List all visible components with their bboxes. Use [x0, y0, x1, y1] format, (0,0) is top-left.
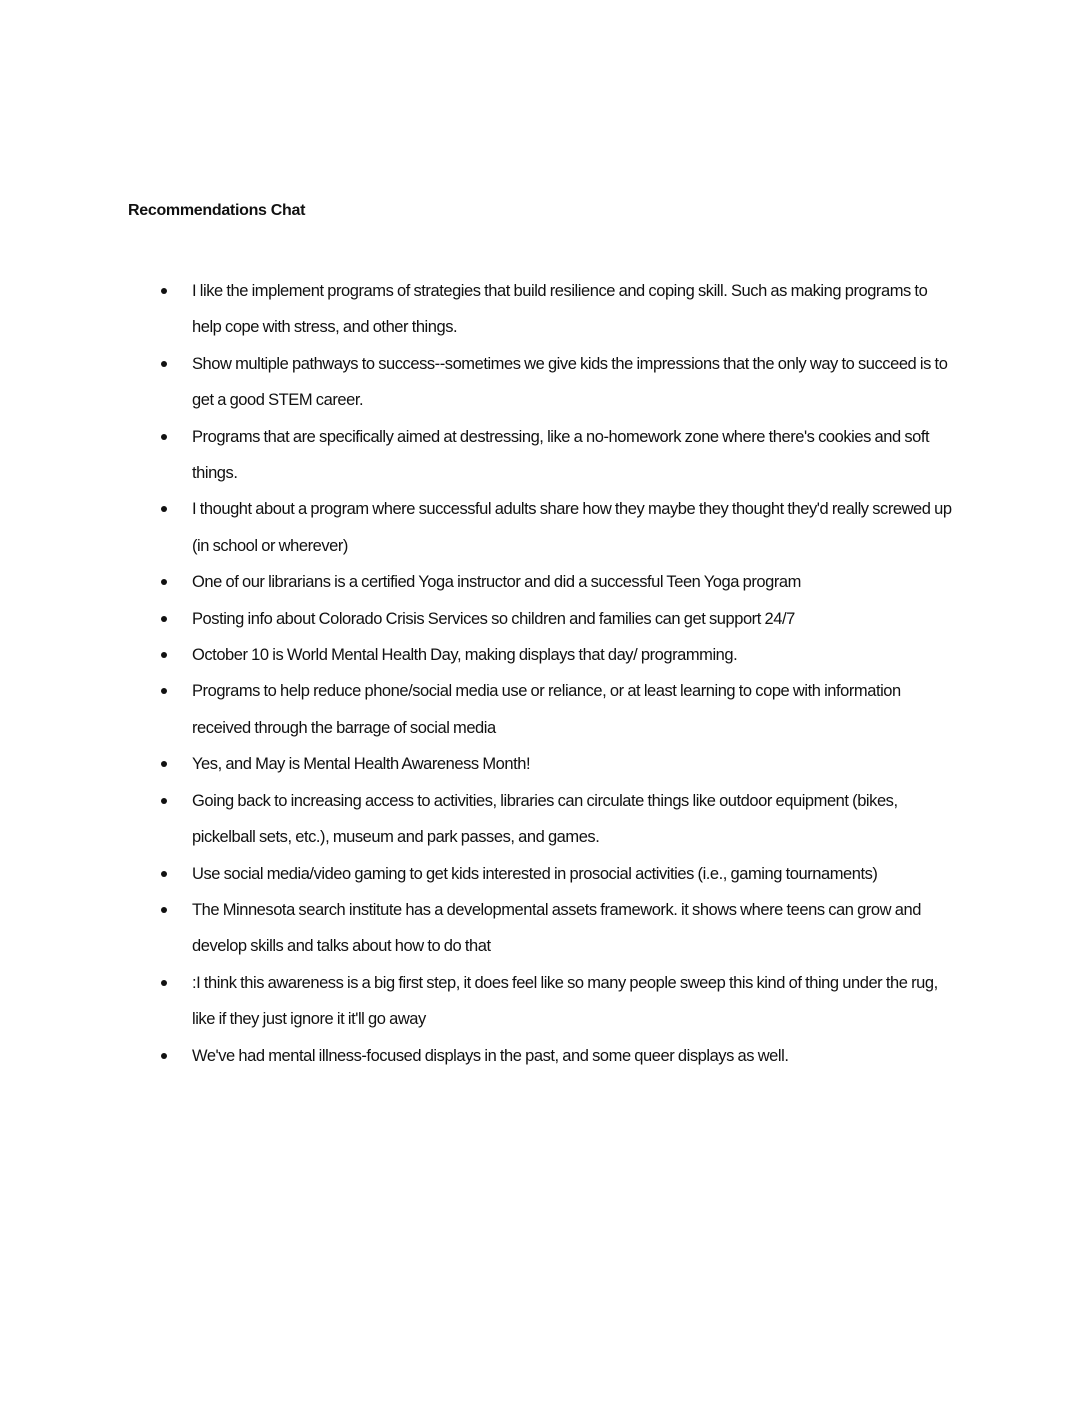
bullet-icon	[161, 506, 167, 512]
bullet-icon	[161, 980, 167, 986]
list-item	[160, 601, 960, 637]
list-item	[160, 892, 960, 965]
list-item	[160, 746, 960, 782]
list-item-text: Going back to increasing access to activities, libraries can circulate things like outdoor equipment (bikes, pickelball sets, etc.), museum and park passes, and games.	[192, 791, 898, 847]
list-item-text: Show multiple pathways to success--sometimes we give kids the impressions that the only way to succeed is to get a good STEM career.	[192, 354, 948, 410]
bullet-icon	[161, 652, 167, 658]
bullet-icon	[161, 907, 167, 913]
bullet-icon	[161, 688, 167, 694]
list-item-text: :I think this awareness is a big first step, it does feel like so many people sweep this kind of thing under the rug, like if they just ignore it it'll go away	[192, 973, 938, 1029]
list-item	[160, 1038, 960, 1074]
list-item	[160, 346, 960, 419]
bullet-icon	[161, 579, 167, 585]
list-item	[160, 419, 960, 492]
list-item	[160, 491, 960, 564]
bullet-icon	[161, 1053, 167, 1059]
bullet-icon	[161, 361, 167, 367]
list-item-text: We've had mental illness-focused displays in the past, and some queer displays as well.	[192, 1046, 789, 1065]
list-item-text: I thought about a program where successful adults share how they maybe they thought they'd really screwed up (in school or wherever)	[192, 500, 952, 555]
recommendations-list	[160, 273, 960, 1074]
list-item-text: Use social media/video gaming to get kids interested in prosocial activities (i.e., gaming tournaments)	[192, 864, 878, 883]
list-item-text: October 10 is World Mental Health Day, making displays that day/ programming.	[192, 646, 738, 665]
document-title: Recommendations Chat	[128, 202, 306, 219]
bullet-icon	[161, 434, 167, 440]
list-item	[160, 783, 960, 856]
bullet-icon	[161, 798, 167, 804]
list-item	[160, 564, 960, 600]
list-item-text: Posting info about Colorado Crisis Services so children and families can get support 24/7	[192, 609, 795, 628]
list-item	[160, 965, 960, 1038]
list-item-text: I like the implement programs of strategies that build resilience and coping skill. Such as making programs to help cope with stress, and other things.	[192, 282, 928, 337]
list-item-text: Programs that are specifically aimed at destressing, like a no-homework zone where there's cookies and soft things.	[192, 427, 930, 483]
bullet-icon	[161, 288, 167, 294]
list-item-text: One of our librarians is a certified Yoga instructor and did a successful Teen Yoga program	[192, 573, 801, 592]
list-item	[160, 673, 960, 746]
bullet-icon	[161, 761, 167, 767]
list-item-text: The Minnesota search institute has a developmental assets framework. it shows where teens can grow and develop skills and talks about how to do that	[192, 900, 921, 956]
list-item-text: Yes, and May is Mental Health Awareness Month!	[192, 755, 531, 774]
bullet-icon	[161, 871, 167, 877]
list-item	[160, 273, 960, 346]
list-item	[160, 856, 960, 892]
list-item	[160, 637, 960, 673]
bullet-icon	[161, 616, 167, 622]
list-item-text: Programs to help reduce phone/social media use or reliance, or at least learning to cope with information received through the barrage of social media	[192, 682, 901, 737]
